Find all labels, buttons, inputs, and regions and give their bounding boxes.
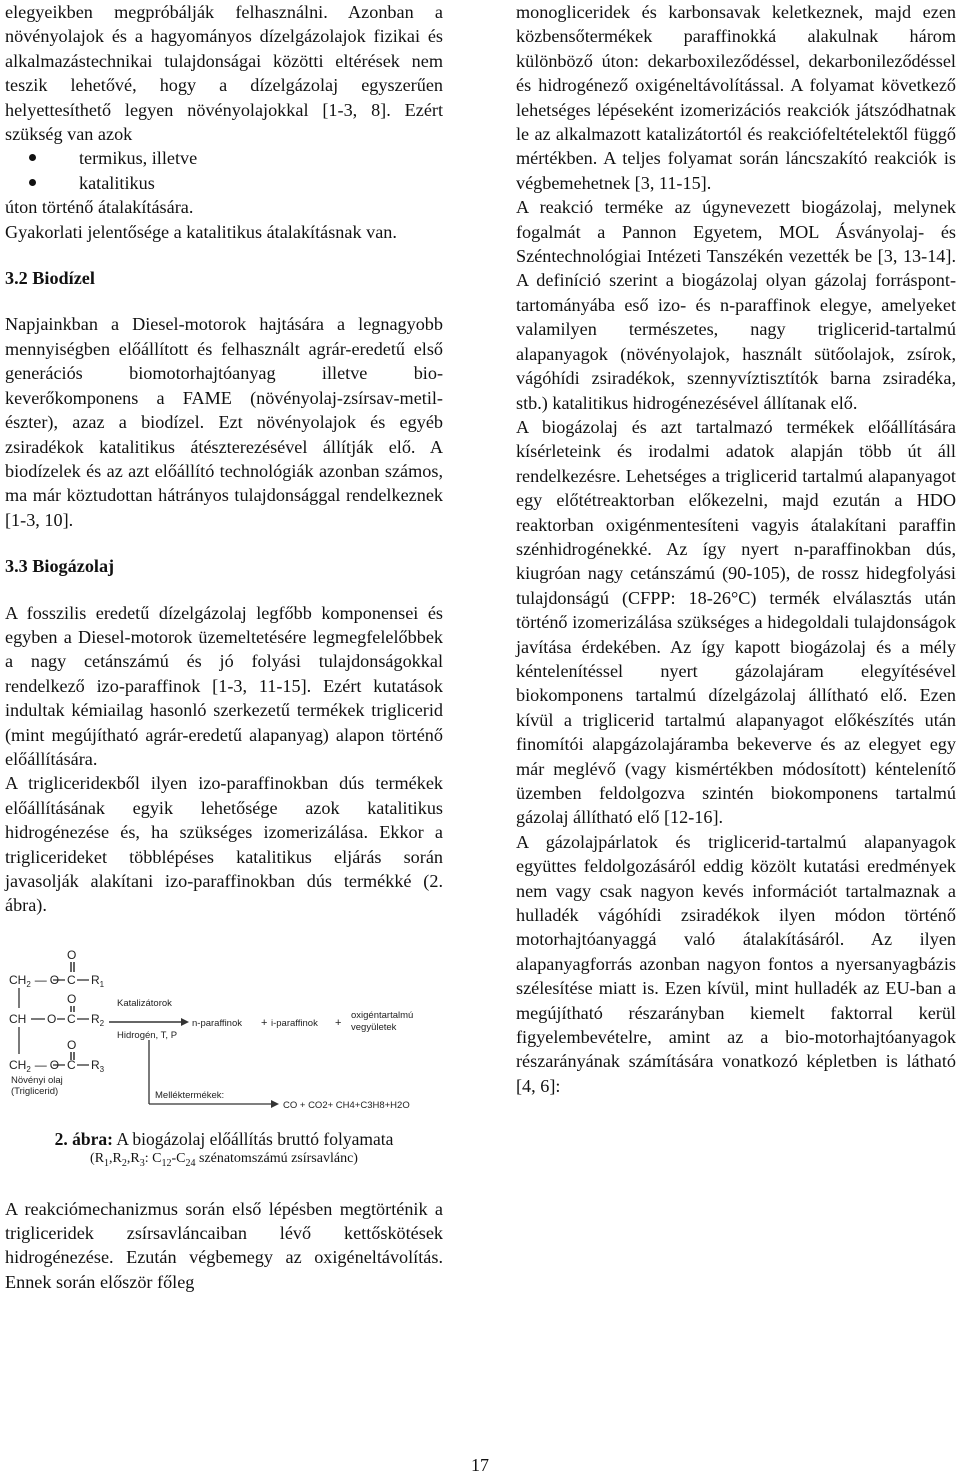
plus-sign-2: + — [335, 1016, 342, 1029]
catalyst-label: Katalizátorok — [117, 997, 172, 1009]
carbon-mid: C — [67, 1011, 76, 1026]
after-bullets-paragraph: úton történő átalakítására. — [5, 197, 194, 218]
ch2-top-label: $CH_2$ — O — [9, 972, 60, 989]
section-heading-biodiesel: 3.2 Biodízel — [5, 268, 95, 289]
section-heading-biogasoil: 3.3 Biogázolaj — [5, 556, 115, 577]
right-paragraph-2: A reakció terméke az úgynevezett biogázolaj, melynek fogalmát a Pannon Egyetem, MOL Ásványolaj- és Széntechnológiai Intézeti Tanszékén vezették be [3, 13-14]. A definíció szerint a biogázolaj olyan gázolaj forrásponttartományába eső izo- és n-paraffinok elegye, amelyeket valamilyen természetes, nagy triglicerid-tartalmú alapanyagok (növényolajok, használt sütőolajok, zsírok, vágóhídi zsiradékok, szennyvíztisztítók barna zsiradéka, stb.) katalitikus hidrogénezésével állítanak elő. — [516, 197, 956, 413]
bullet-item-thermal: termikus, illetve — [79, 146, 443, 170]
practical-paragraph: Gyakorlati jelentősége a katalitikus átalakításnak van. — [5, 221, 397, 242]
plus-sign-1: + — [261, 1016, 268, 1029]
carbon-top: C — [67, 972, 76, 987]
figure-caption-text: A biogázolaj előállítás bruttó folyamata — [112, 1128, 394, 1149]
bullet-list — [5, 146, 443, 195]
r2-label: $R_2$ — [91, 1011, 105, 1028]
carbonyl-oxygen-top: O — [67, 947, 77, 962]
oxygen-mid: O — [47, 1011, 57, 1026]
ch2-bottom-label: $CH_2$ — O — [9, 1057, 60, 1074]
carbon-bottom: C — [67, 1057, 76, 1072]
mechanism-paragraph: A reakciómechanizmus során első lépésben megtörténik a trigliceridek zsírsavláncaiban lévő kettőskötések hidrogénezése. Ezután végbemegy az oxigéneltávolítás. Ennek során először főleg — [5, 1198, 443, 1292]
right-paragraph-4: A gázolajpárlatok és triglicerid-tartalmú alapanyagok együttes feldolgozásáról eddig közölt kutatási eredmények nem vagy csak nagyon kevés információt tartalmaznak a hulladék vágóhídi zsiradékok ilyen módon történő motorhajtóanyaggá való átalakításáról. Az ilyen alapanyagforrás azonban nagyon fontos a nyersanyagbázis szélesítése miatt is. Ezen kívül, mint hulladék az EU-ban a megújítható részarányban kiemelt faktorral kerül figyelembevételre, amint az a bio-motorhajtóanyagok részarányának számítására vonatkozó képletben is látható [4, 6]: — [516, 831, 956, 1096]
carbonyl-oxygen-bottom: O — [67, 1037, 77, 1052]
oxygenates-label-1: oxigéntartalmú — [351, 1009, 414, 1021]
figure-caption — [5, 1128, 443, 1150]
n-paraffin-label: n-paraffinok — [192, 1017, 242, 1029]
figure-subcaption: ($R_1,R_2,R_3$: $C_{12}-C_{24}$ szénatomszámú zsírsavlánc) — [90, 1150, 358, 1169]
carbonyl-oxygen-mid: O — [67, 991, 77, 1006]
triglyceride-label: (Triglicerid) — [11, 1085, 59, 1097]
i-paraffin-label: i-paraffinok — [271, 1017, 318, 1029]
biogasoil-paragraph-2: A triglicerideкből ilyen izo-paraffinokban dús termékek előállításának egyik lehetősége azok katalitikus hidrogénezése és, ha szükséges izomerizálása. Ekkor a trigliceridеket többlépéses katalitikus eljárás során javasolják alakítani izo-paraffinokban dús termékké (2. ábra). — [5, 773, 443, 916]
right-paragraph-3: A biogázolaj és azt tartalmazó termékek előállítására kísérleteink és irodalmi adatok alapján több út áll rendelkezésre. Lehetséges a triglicerid tartalmú alapanyagot egy előtétreaktorban előkezelni, majd ezután a HDO reaktorban oxigénmentesíteni vagyis átalakítani paraffin szénhidrogénekké. Az így nyert n-paraffinokban dús, kiugróan nagy cetánszámú (90-105), de rossz hidegfolyási tulajdonságú (CFPP: 18-26°C) termék elválasztás után történő izomerizálása szükséges a hidegoldali tulajdonságok javítása érdekében. Az így kapott biogázolaj és a mély kéntelenítéssel nyert gázolajáram elegyítésével biokomponens tartalmú dízelgázolaj állítható elő. Ezen kívül a triglicerid tartalmú alapanyagot előkészítés után finomítói alapgázolajáramba bekeverve és az elegyet egy már meglévő (vagy kismértékben módosított) kéntelenítő üzemben feldolgozva szintén biokomponens tartalmú gázolaj állítható elő [12-16]. — [516, 416, 956, 828]
biogasoil-paragraph-1: A fosszilis eredetű dízelgázolaj legfőbb komponensei és egyben a Diesel-motorok üzemeltetésére legmegfelelőbbek a nagy cetánszámú és jó folyási tulajdonságokkal rendelkező izo-paraffinok [1-3, 11-15]. Ezért kutatások indultak kémiailag hasonló szerkezetű termékek triglicerid (mint megújítható agrár-eredetű alapanyag) alapon történő előállítására. — [5, 602, 443, 769]
vegetable-oil-label: Növényi olaj — [11, 1074, 63, 1086]
biodiesel-paragraph: Napjainkban a Diesel-motorok hajtására a legnagyobb mennyiségben előállított és felhasznált agrár-eredetű első generációs biomotorhajtóanyag illetve bio-keverőkomponens a FAME (növényolaj-zsírsav-metil-észter), azaz a biodízel. Ezt növényolajok és egyéb zsiradékok katalitikus átészterezésével állítják elő. A biodízelek és az azt előállító technológiák azonban számos, ma már köztudottan hátrányos tulajdonsággal rendelkeznek [1-3, 10]. — [5, 314, 443, 530]
r1-label: $R_1$ — [91, 972, 105, 989]
conditions-label: Hidrogén, T, P — [117, 1029, 178, 1041]
figure-caption-label: 2. ábra: — [54, 1128, 113, 1149]
right-column — [516, 0, 956, 1098]
bullet-item-catalytic: katalitikus — [79, 171, 443, 195]
intro-paragraph: elegyeikben megpróbálják felhasználni. Azonban a növényolajok és a hagyományos dízelgázolajok fizikai és alkalmazástechnikai tulajdonságai közötti eltérések nem teszik lehetővé, hogy a dízelgázolaj egyszerűen helyettesíthető legyen növényolajokkal [1-3, 8]. Ezért szükség van azok — [5, 2, 443, 145]
reaction-scheme-figure — [5, 948, 445, 1124]
oxygenates-label-2: vegyületek — [351, 1021, 397, 1033]
r3-label: $R_3$ — [91, 1057, 105, 1074]
right-paragraph-1: monogliceridek és karbonsavak keletkeznek, majd ezen közbensőtermékek paraffinokká alakulnak három különböző úton: dekarboxileződéssel, dekarbonileződéssel és hidrogénező oxigéneltávolítással. A folyamat következő lehetséges lépéseként izomerizációs reakciók játszódhatnak le az alkalmazott katalizátortól és reakciófeltételektől függő mértékben. A teljes folyamat során láncszakító reakciók is végbemehetnek [3, 11-15]. — [516, 2, 956, 193]
page-number: 17 — [471, 1455, 489, 1475]
byproducts-label: Melléktermékek: — [155, 1089, 225, 1101]
ch-mid-label: CH — [9, 1011, 27, 1026]
left-column — [5, 0, 443, 1294]
reaction-scheme-diagram — [5, 948, 445, 1124]
byproducts-list: CO + CO2+ CH4+C3H8+H2O — [283, 1099, 410, 1111]
